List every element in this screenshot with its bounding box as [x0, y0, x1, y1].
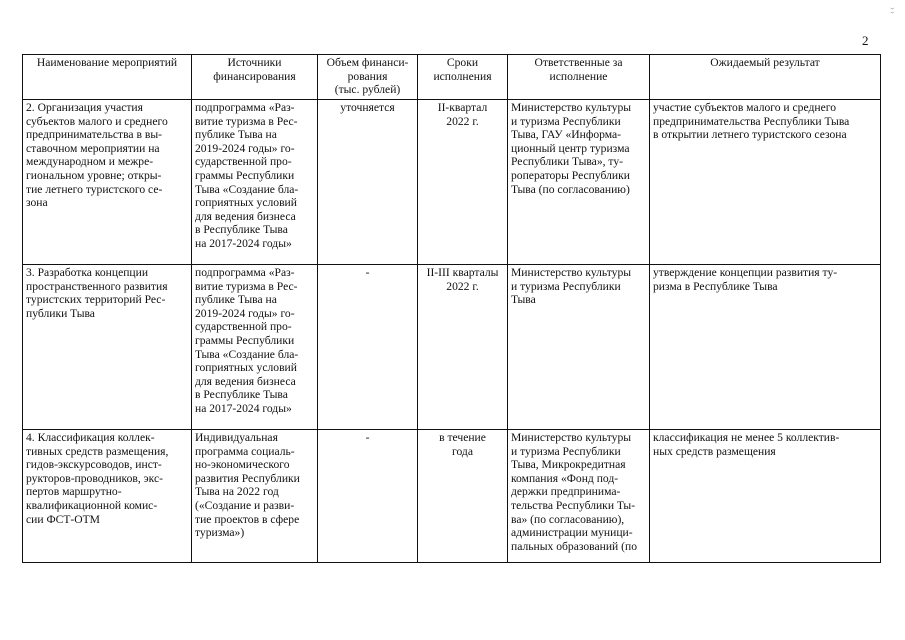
header-responsible: Ответственные за исполнение: [508, 55, 650, 100]
cell-volume: уточняется: [318, 100, 418, 265]
cell-event: 2. Организация участия субъектов малого и среднего предпринимательства в вы- ставочном мероприятии на международном и межре- гиональном уровне; откры- тие летнего туристского се- зона: [23, 100, 192, 265]
cell-source: Индивидуальная программа социаль- но-экономического развития Республики Тыва на 2022 год («Создание и разви- тие проектов в сфере туризма»): [192, 430, 318, 563]
cell-result: классификация не менее 5 коллектив- ных средств размещения: [650, 430, 881, 563]
header-event: Наименование мероприятий: [23, 55, 192, 100]
cell-responsible: Министерство культуры и туризма Республики Тыва, Микрокредитная компания «Фонд под- держки предпринима- тельства Республики Ты- ва» (по согласованию), администрации муници- пальных образований (по: [508, 430, 650, 563]
page-number: 2: [862, 33, 869, 48]
events-table: [22, 54, 881, 563]
cell-event: 4. Классификация коллек- тивных средств размещения, гидов-экскурсоводов, инст- рукторов-проводников, экс- пертов маршрутно- квалификационной комис- сии ФСТ-ОТМ: [23, 430, 192, 563]
cell-event: 3. Разработка концепции пространственного развития туристских территорий Рес- публики Тыва: [23, 265, 192, 430]
cell-volume: -: [318, 430, 418, 563]
table-row: [23, 430, 881, 563]
cell-responsible: Министерство культуры и туризма Республики Тыва: [508, 265, 650, 430]
header-term: Сроки исполнения: [418, 55, 508, 100]
cell-responsible: Министерство культуры и туризма Республики Тыва, ГАУ «Информа- ционный центр туризма Республики Тыва», ту- роператоры Республики Тыва (по согласованию): [508, 100, 650, 265]
table-row: [23, 100, 881, 265]
cell-term: II-III кварталы 2022 г.: [418, 265, 508, 430]
cell-volume: -: [318, 265, 418, 430]
table-header-row: [23, 55, 881, 100]
header-volume: Объем финанси- рования (тыс. рублей): [318, 55, 418, 100]
cell-term: II-квартал 2022 г.: [418, 100, 508, 265]
cell-result: участие субъектов малого и среднего предпринимательства Республики Тыва в открытии летнего туристского сезона: [650, 100, 881, 265]
table-row: [23, 265, 881, 430]
cell-result: утверждение концепции развития ту- ризма в Республике Тыва: [650, 265, 881, 430]
cell-term: в течение года: [418, 430, 508, 563]
cell-source: подпрограмма «Раз- витие туризма в Рес- публике Тыва на 2019-2024 годы» го- сударственной про- граммы Республики Тыва «Создание бла- гоприятных условий для ведения бизнеса в Республике Тыва на 2017-2024 годы»: [192, 100, 318, 265]
cell-source: подпрограмма «Раз- витие туризма в Рес- публике Тыва на 2019-2024 годы» го- сударственной про- граммы Республики Тыва «Создание бла- гоприятных условий для ведения бизнеса в Республике Тыва на 2017-2024 годы»: [192, 265, 318, 430]
header-source: Источники финансирования: [192, 55, 318, 100]
corner-mark: ››: [888, 7, 898, 15]
header-result: Ожидаемый результат: [650, 55, 881, 100]
